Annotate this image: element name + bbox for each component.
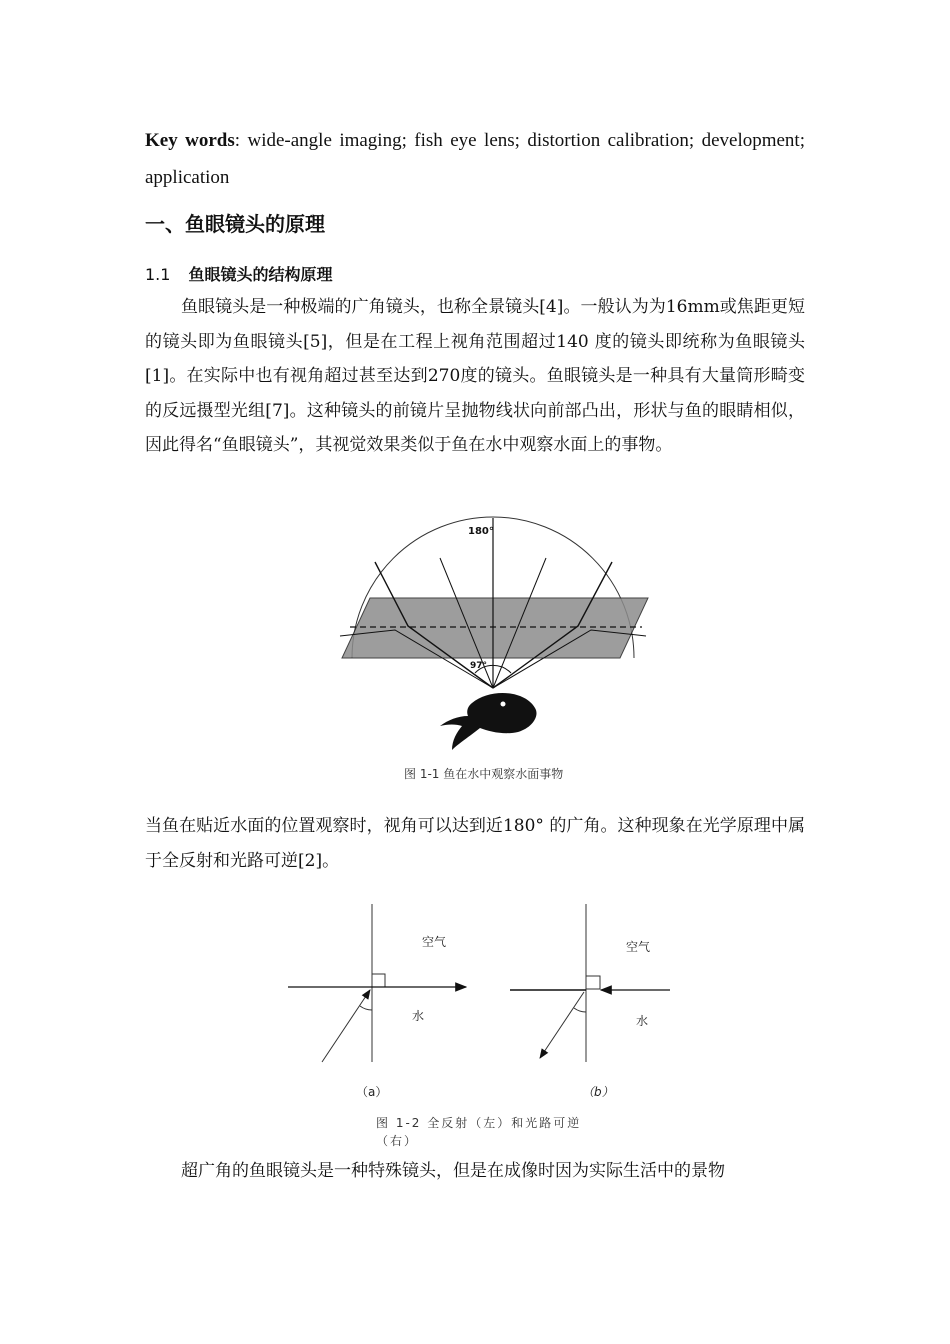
body-paragraph-1: 鱼眼镜头是一种极端的广角镜头，也称全景镜头[4]。一般认为为16mm或焦距更短的镜头即为鱼眼镜头[5]，但是在工程上视角范围超过140 度的镜头即统称为鱼眼镜头[1]。在实际中也有视角超过甚至达到270度的镜头。鱼眼镜头是一种具有大量筒形畸变的反远摄型光组[7]。这种镜头的前镜片呈抛物线状向前部凸出，形状与鱼的眼睛相似，因此得名“鱼眼镜头”，其视觉效果类似于鱼在水中观察水面上的事物。 (145, 297, 805, 455)
figure2-caption-line1: 图 1-2 全反射（左）和光路可逆 (376, 1116, 582, 1130)
air-label-a: 空气 (422, 935, 447, 949)
panel-b (510, 904, 670, 1099)
refracted-ray-b (540, 992, 584, 1058)
subfigure-label-b: （b） (582, 1085, 614, 1099)
keywords-text: : wide-angle imaging; fish eye lens; distortion calibration; development; application (145, 130, 805, 188)
body-paragraph-2: 当鱼在贴近水面的位置观察时，视角可以达到近180° 的广角。这种现象在光学原理中属于全反射和光路可逆[2]。 (145, 816, 805, 871)
air-label-b: 空气 (626, 940, 651, 954)
body-paragraph-3: 超广角的鱼眼镜头是一种特殊镜头，但是在成像时因为实际生活中的景物 (181, 1161, 725, 1181)
subfigure-label-a: （a） (356, 1085, 388, 1099)
figure1-caption: 图 1-1 鱼在水中观察水面事物 (404, 767, 564, 781)
fish-silhouette (440, 693, 536, 750)
angle-label-bottom: 97° (470, 661, 488, 671)
keywords-paragraph (145, 122, 805, 196)
keywords-label: Key words (145, 130, 235, 151)
subsection-heading (145, 262, 332, 285)
subsection-title: 鱼眼镜头的结构原理 (188, 265, 333, 284)
panel-a (288, 904, 466, 1099)
figure2-caption (376, 1114, 616, 1150)
water-label-b: 水 (636, 1014, 649, 1028)
subsection-number: 1.1 (145, 265, 171, 284)
incident-ray-a (322, 990, 370, 1062)
figure-total-reflection (284, 900, 684, 1100)
water-label-a: 水 (412, 1009, 425, 1023)
angle-label-top: 180° (468, 526, 494, 537)
figure2-caption-line2: （右） (376, 1134, 419, 1148)
figure-fish-eye-view (340, 518, 660, 758)
water-plane (342, 598, 648, 658)
section-heading: 一、鱼眼镜头的原理 (145, 212, 325, 236)
